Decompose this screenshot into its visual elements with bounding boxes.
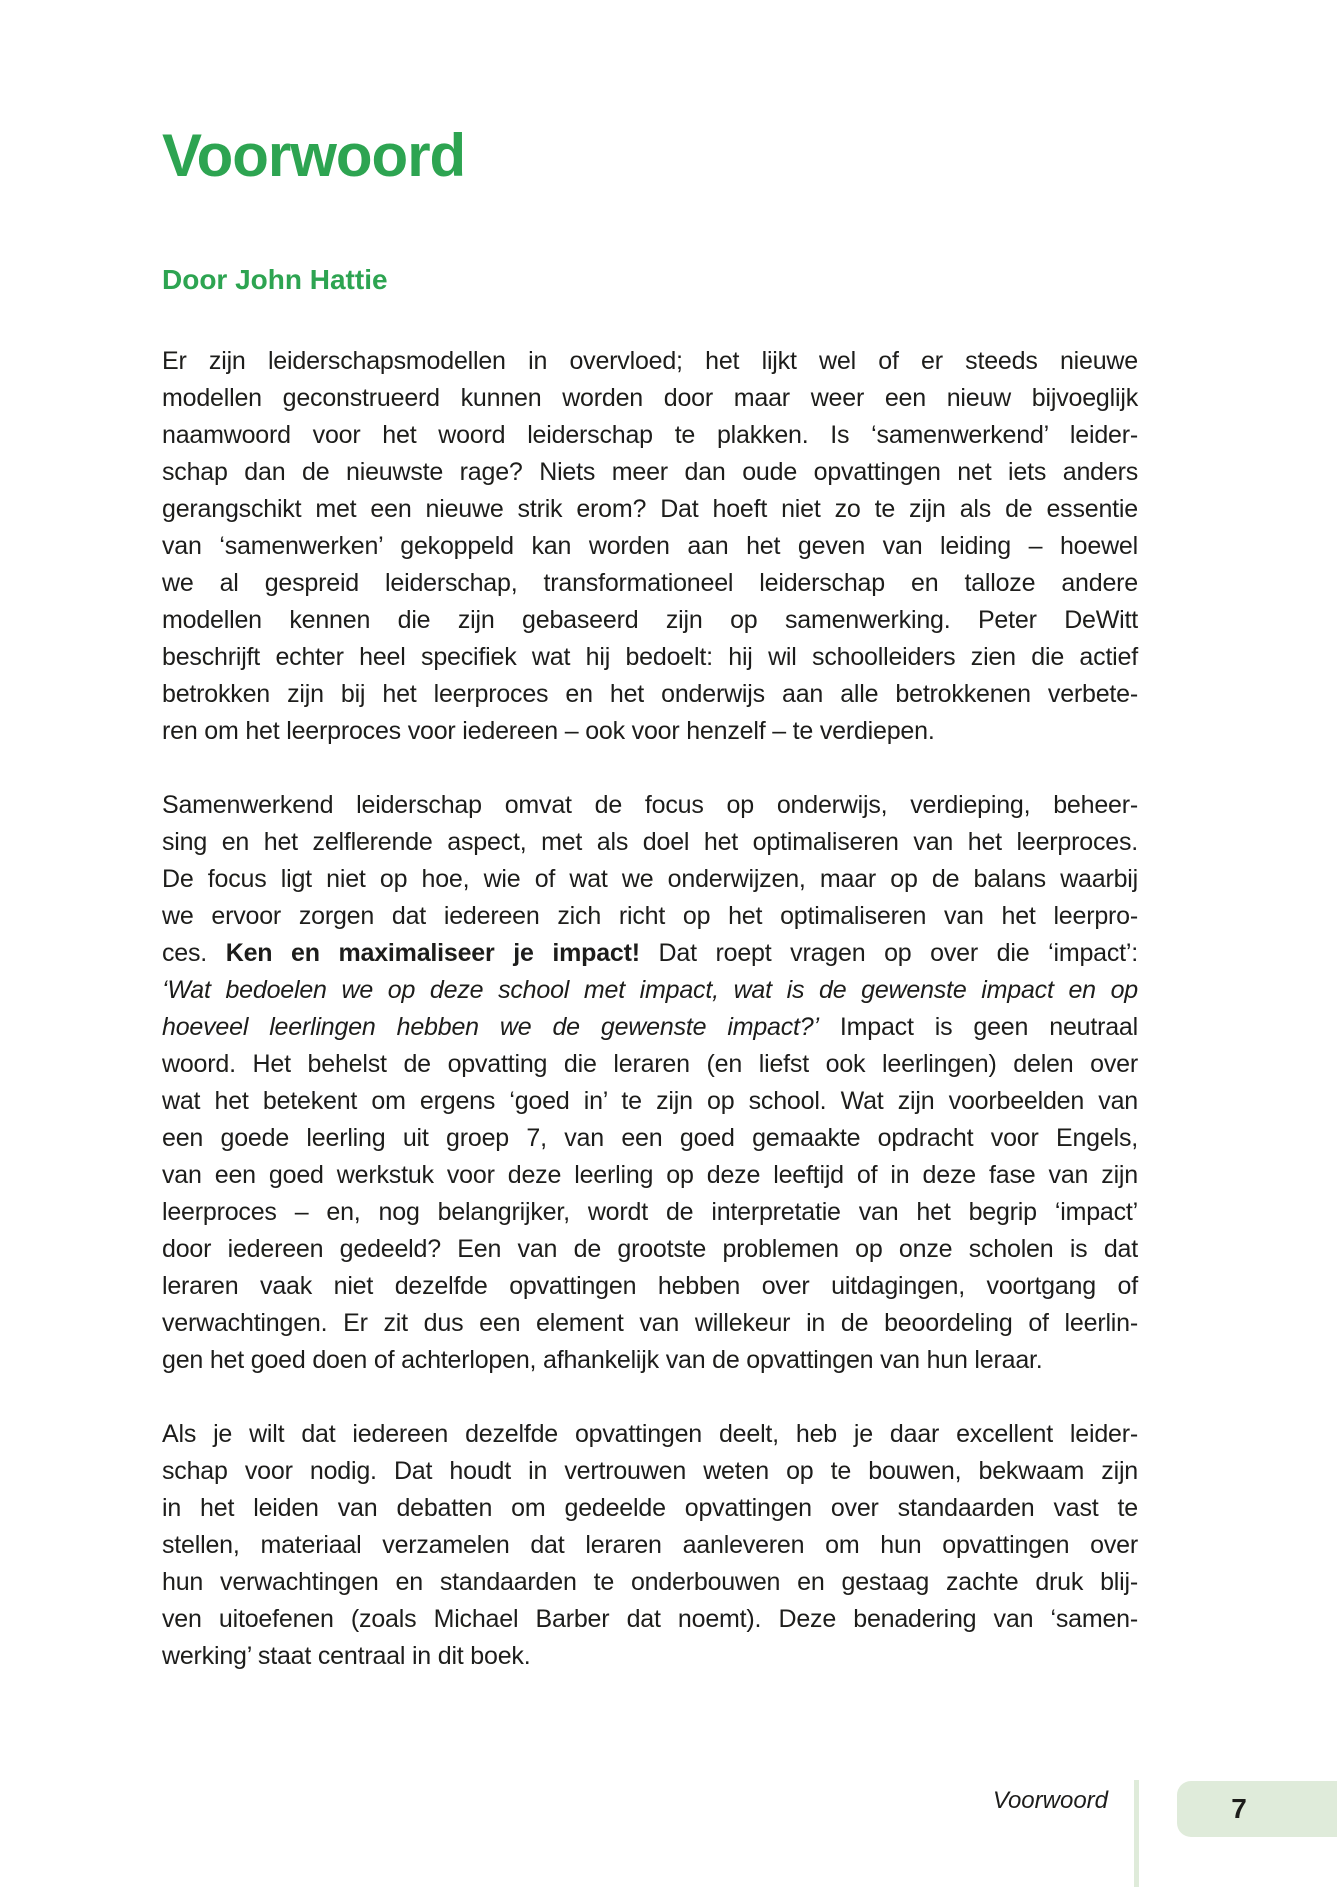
text-line	[162, 454, 1138, 491]
text-run: modellen kennen die zijn gebaseerd zijn op samenwerking. Peter DeWitt	[162, 606, 1138, 634]
text-run: Als je wilt dat iedereen dezelfde opvattingen deelt, heb je daar excellent leider-	[162, 1420, 1138, 1448]
text-run: betrokken zijn bij het leerproces en het onderwijs aan alle betrokkenen verbete-	[162, 680, 1138, 708]
paragraph	[162, 787, 1138, 1379]
text-run: door iedereen gedeeld? Een van de grootste problemen op onze scholen is dat	[162, 1235, 1138, 1263]
text-run: woord. Het behelst de opvatting die leraren (en liefst ook leerlingen) delen over	[162, 1050, 1138, 1078]
text-run: schap dan de nieuwste rage? Niets meer dan oude opvattingen net iets anders	[162, 458, 1138, 486]
footer-divider	[1134, 1780, 1139, 1887]
text-run: ren om het leerproces voor iedereen – ook voor henzelf – te verdiepen.	[162, 717, 935, 745]
text-run: Er zijn leiderschapsmodellen in overvloed; het lijkt wel of er steeds nieuwe	[162, 347, 1138, 375]
text-run: werking’ staat centraal in dit boek.	[162, 1642, 531, 1670]
text-run: we ervoor zorgen dat iedereen zich richt op het optimaliseren van het leerpro-	[162, 902, 1138, 930]
text-run: verwachtingen. Er zit dus een element van willekeur in de beoordeling of leerlin-	[162, 1309, 1138, 1337]
text-line	[162, 417, 1138, 454]
text-line	[162, 1527, 1138, 1564]
text-column	[162, 0, 1138, 1675]
text-line	[162, 1601, 1138, 1638]
text-run: hoeveel leerlingen hebben we de gewenste impact?’	[162, 1013, 819, 1041]
text-run: Ken en maximaliseer je impact!	[225, 939, 640, 967]
page-number: 7	[1231, 1793, 1247, 1824]
text-line	[162, 1009, 1138, 1046]
text-line	[162, 972, 1138, 1009]
text-line	[162, 1231, 1138, 1268]
page-title: Voorwoord	[162, 122, 466, 189]
text-line	[162, 380, 1138, 417]
text-line	[162, 898, 1138, 935]
text-run: stellen, materiaal verzamelen dat leraren aanleveren om hun opvattingen over	[162, 1531, 1138, 1559]
text-run: schap voor nodig. Dat houdt in vertrouwen weten op te bouwen, bekwaam zijn	[162, 1457, 1138, 1485]
text-run: we al gespreid leiderschap, transformationeel leiderschap en talloze andere	[162, 569, 1138, 597]
text-line	[162, 1490, 1138, 1527]
text-run: Impact is geen neutraal	[818, 1013, 1138, 1041]
text-line	[162, 1083, 1138, 1120]
text-line	[162, 1453, 1138, 1490]
text-run: van ‘samenwerken’ gekoppeld kan worden aan het geven van leiding – hoewel	[162, 532, 1138, 560]
text-run: De focus ligt niet op hoe, wie of wat we onderwijzen, maar op de balans waarbij	[162, 865, 1138, 893]
text-line	[162, 1194, 1138, 1231]
text-run: gerangschikt met een nieuwe strik erom? Dat hoeft niet zo te zijn als de essentie	[162, 495, 1138, 523]
text-line	[162, 713, 1138, 750]
running-header-section: Voorwoord	[992, 1787, 1108, 1814]
text-line	[162, 1268, 1138, 1305]
text-run: leraren vaak niet dezelfde opvattingen hebben over uitdagingen, voortgang of	[162, 1272, 1138, 1300]
text-run: ces.	[162, 939, 226, 967]
text-line	[162, 1157, 1138, 1194]
text-line	[162, 676, 1138, 713]
text-line	[162, 528, 1138, 565]
text-line	[162, 861, 1138, 898]
text-line	[162, 639, 1138, 676]
text-line	[162, 1120, 1138, 1157]
text-line	[162, 1564, 1138, 1601]
text-line	[162, 787, 1138, 824]
paragraph	[162, 343, 1138, 750]
text-line	[162, 1638, 1138, 1675]
text-run: wat het betekent om ergens ‘goed in’ te zijn op school. Wat zijn voorbeelden van	[162, 1087, 1138, 1115]
text-line	[162, 1342, 1138, 1379]
text-line	[162, 491, 1138, 528]
text-line	[162, 1046, 1138, 1083]
text-run: Samenwerkend leiderschap omvat de focus op onderwijs, verdieping, beheer-	[162, 791, 1138, 819]
text-run: Dat roept vragen op over die ‘impact’:	[639, 939, 1139, 967]
text-run: naamwoord voor het woord leiderschap te plakken. Is ‘samenwerkend’ leider-	[162, 421, 1138, 449]
paragraph	[162, 1416, 1138, 1675]
body-text	[162, 343, 1138, 1675]
text-run: gen het goed doen of achterlopen, afhankelijk van de opvattingen van hun leraar.	[162, 1346, 1043, 1374]
text-run: modellen geconstrueerd kunnen worden door maar weer een nieuw bijvoeglijk	[162, 384, 1138, 412]
text-line	[162, 602, 1138, 639]
text-line	[162, 1416, 1138, 1453]
text-run: sing en het zelflerende aspect, met als doel het optimaliseren van het leerproces.	[162, 828, 1138, 856]
text-line	[162, 935, 1138, 972]
text-run: ven uitoefenen (zoals Michael Barber dat noemt). Deze benadering van ‘samen-	[162, 1605, 1138, 1633]
text-run: ‘Wat bedoelen we op deze school met impact, wat is de gewenste impact en op	[162, 976, 1138, 1004]
text-run: een goede leerling uit groep 7, van een goed gemaakte opdracht voor Engels,	[162, 1124, 1138, 1152]
text-run: leerproces – en, nog belangrijker, wordt de interpretatie van het begrip ‘impact’	[162, 1198, 1138, 1226]
page-number-badge	[1177, 1781, 1337, 1837]
text-run: van een goed werkstuk voor deze leerling op deze leeftijd of in deze fase van zijn	[162, 1161, 1138, 1189]
text-run: in het leiden van debatten om gedeelde opvattingen over standaarden vast te	[162, 1494, 1138, 1522]
byline: Door John Hattie	[162, 264, 388, 295]
text-line	[162, 565, 1138, 602]
text-line	[162, 824, 1138, 861]
text-run: beschrijft echter heel specifiek wat hij bedoelt: hij wil schoolleiders zien die actief	[162, 643, 1138, 671]
text-line	[162, 1305, 1138, 1342]
text-run: hun verwachtingen en standaarden te onderbouwen en gestaag zachte druk blij-	[162, 1568, 1138, 1596]
text-line	[162, 343, 1138, 380]
